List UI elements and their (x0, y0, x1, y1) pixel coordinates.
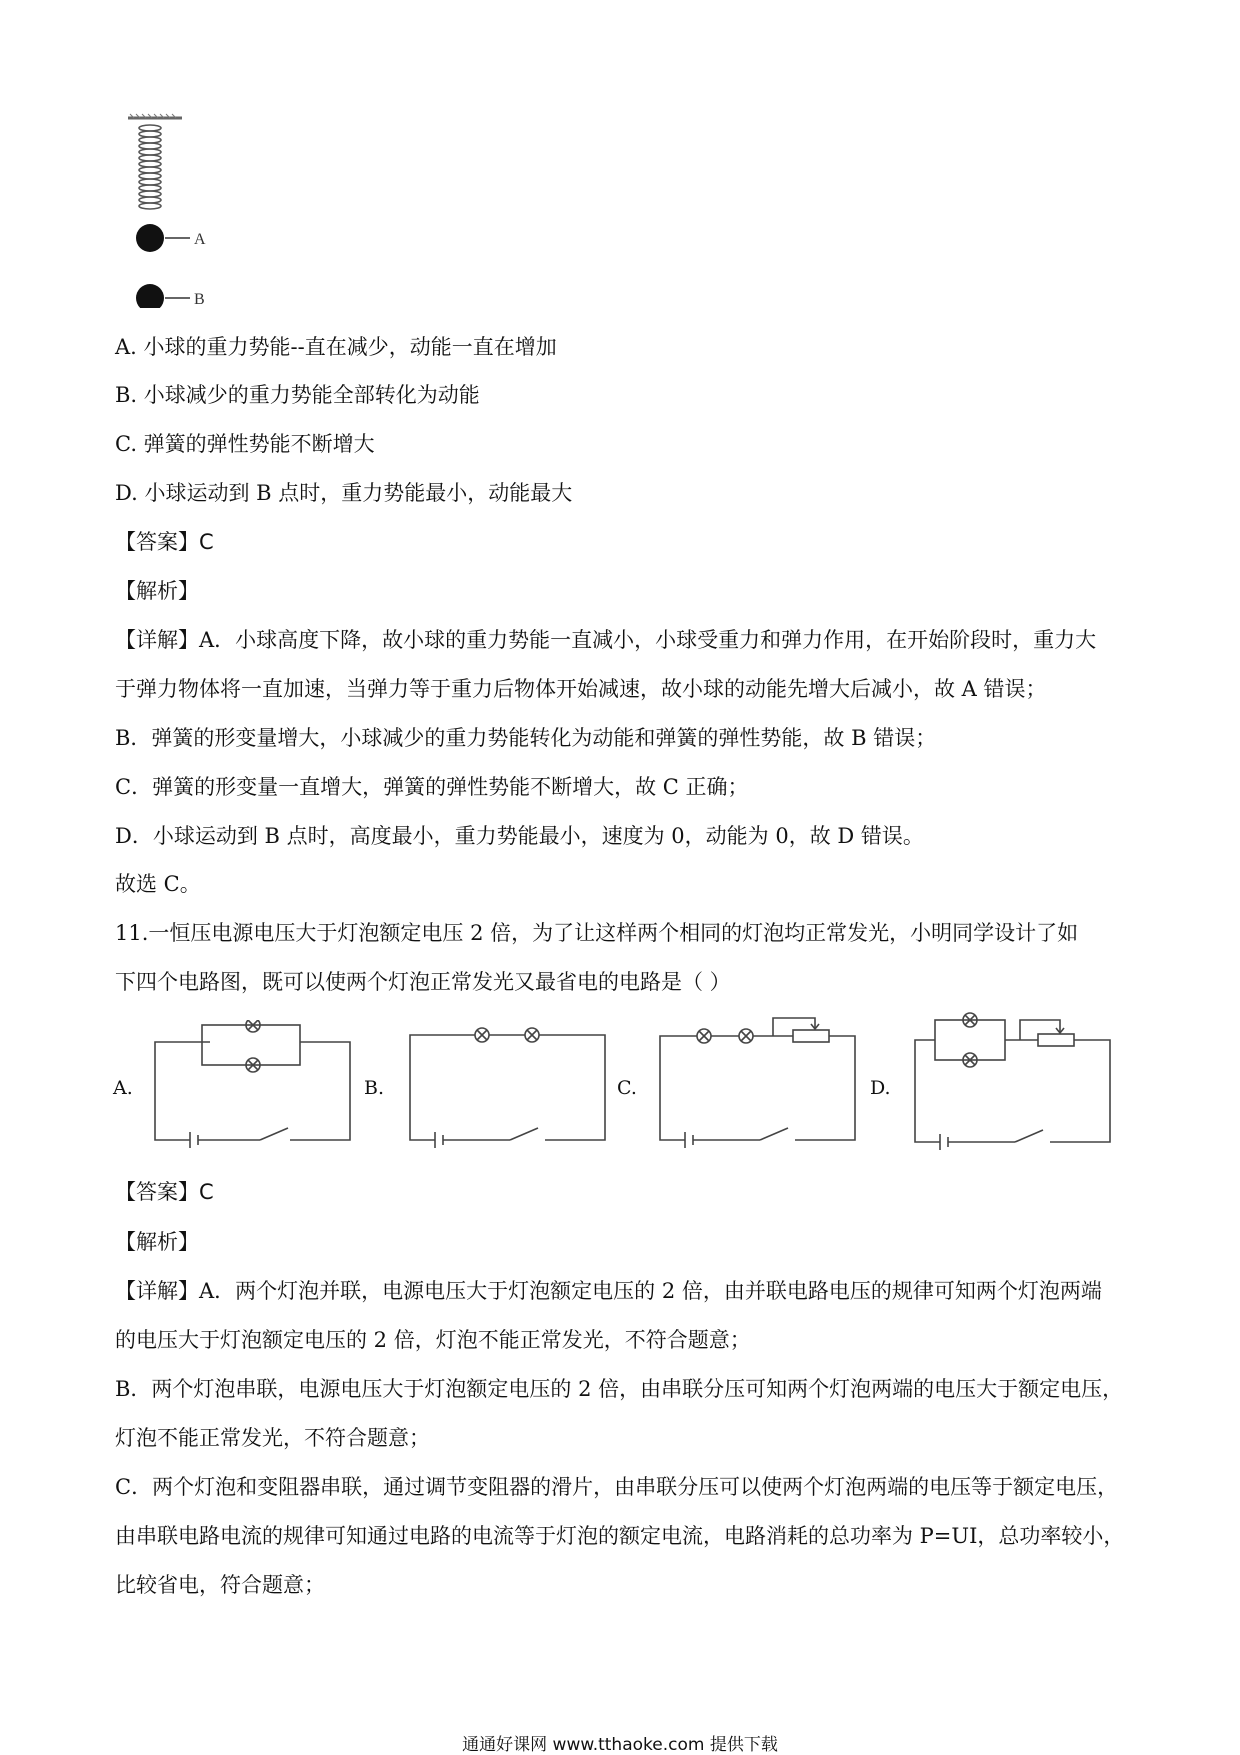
ball-a (136, 224, 164, 252)
q10-detail-line-4: C．弹簧的形变量一直增大，弹簧的弹性势能不断增大，故 C 正确； (115, 775, 749, 799)
label-b: B (194, 291, 205, 308)
q10-detail-line-1: 【详解】A．小球高度下降，故小球的重力势能一直减小，小球受重力和弹力作用，在开始阶段时，重力大 (115, 628, 1097, 652)
answer-value: C (199, 1180, 214, 1204)
q10-option-b: B. 小球减少的重力势能全部转化为动能 (115, 383, 480, 407)
circuit-c-diagram (655, 1012, 865, 1152)
q11-stem-line-1: 11.一恒压电源电压大于灯泡额定电压 2 倍，为了让这样两个相同的灯泡均正常发光，小明同学设计了如 (115, 921, 1079, 945)
q11-detail-line-5: C．两个灯泡和变阻器串联，通过调节变阻器的滑片，由串联分压可以使两个灯泡两端的电压等于额定电压， (115, 1475, 1119, 1499)
circuit-label-b: B. (364, 1077, 385, 1099)
q11-stem-line-2: 下四个电路图，既可以使两个灯泡正常发光又最省电的电路是（ ） (115, 970, 731, 994)
ball-b (136, 284, 164, 308)
q10-answer (115, 528, 214, 556)
q11-detail-line-6: 由串联电路电流的规律可知通过电路的电流等于灯泡的额定电流，电路消耗的总功率为 P=UI，总功率较小， (115, 1524, 1125, 1548)
q11-detail-line-2: 的电压大于灯泡额定电压的 2 倍，灯泡不能正常发光，不符合题意； (115, 1328, 751, 1352)
circuit-label-c: C. (617, 1077, 637, 1099)
circuit-label-d: D. (870, 1077, 891, 1099)
q10-detail-line-5: D．小球运动到 B 点时，高度最小，重力势能最小，速度为 0，动能为 0，故 D 错误。 (115, 824, 924, 848)
circuit-d-diagram (910, 1010, 1120, 1150)
q10-detail-line-2: 于弹力物体将一直加速，当弹力等于重力后物体开始减速，故小球的动能先增大后减小，故 A 错误； (115, 677, 1047, 701)
page-footer: 通通好课网 www.tthaoke.com 提供下载 (462, 1735, 778, 1755)
q10-conclusion: 故选 C。 (115, 872, 201, 896)
q11-detail-line-4: 灯泡不能正常发光，不符合题意； (115, 1426, 430, 1450)
q11-answer (115, 1178, 214, 1206)
q11-analysis-tag: 【解析】 (115, 1230, 199, 1254)
q10-option-d: D. 小球运动到 B 点时，重力势能最小，动能最大 (115, 481, 573, 505)
q11-detail-line-3: B．两个灯泡串联，电源电压大于灯泡额定电压的 2 倍，由串联分压可知两个灯泡两端的电压大于额定电压， (115, 1377, 1124, 1401)
q10-option-a: A. 小球的重力势能--直在减少，动能一直在增加 (115, 335, 557, 359)
label-a: A (194, 231, 206, 248)
circuit-label-a: A. (113, 1077, 133, 1099)
q10-detail-line-3: B．弹簧的形变量增大，小球减少的重力势能转化为动能和弹簧的弹性势能，故 B 错误； (115, 726, 937, 750)
q11-detail-line-1: 【详解】A．两个灯泡并联，电源电压大于灯泡额定电压的 2 倍，由并联电路电压的规律可知两个灯泡两端 (115, 1279, 1102, 1303)
q10-option-c: C. 弹簧的弹性势能不断增大 (115, 432, 375, 456)
q11-detail-line-7: 比较省电，符合题意； (115, 1573, 325, 1597)
circuit-a-diagram (150, 1020, 360, 1150)
circuit-b-diagram (405, 1020, 615, 1150)
answer-value: C (199, 530, 214, 554)
answer-tag: 【答案】 (115, 530, 199, 554)
answer-tag: 【答案】 (115, 1180, 199, 1204)
q10-analysis-tag: 【解析】 (115, 579, 199, 603)
spring-ball-figure (120, 108, 230, 308)
